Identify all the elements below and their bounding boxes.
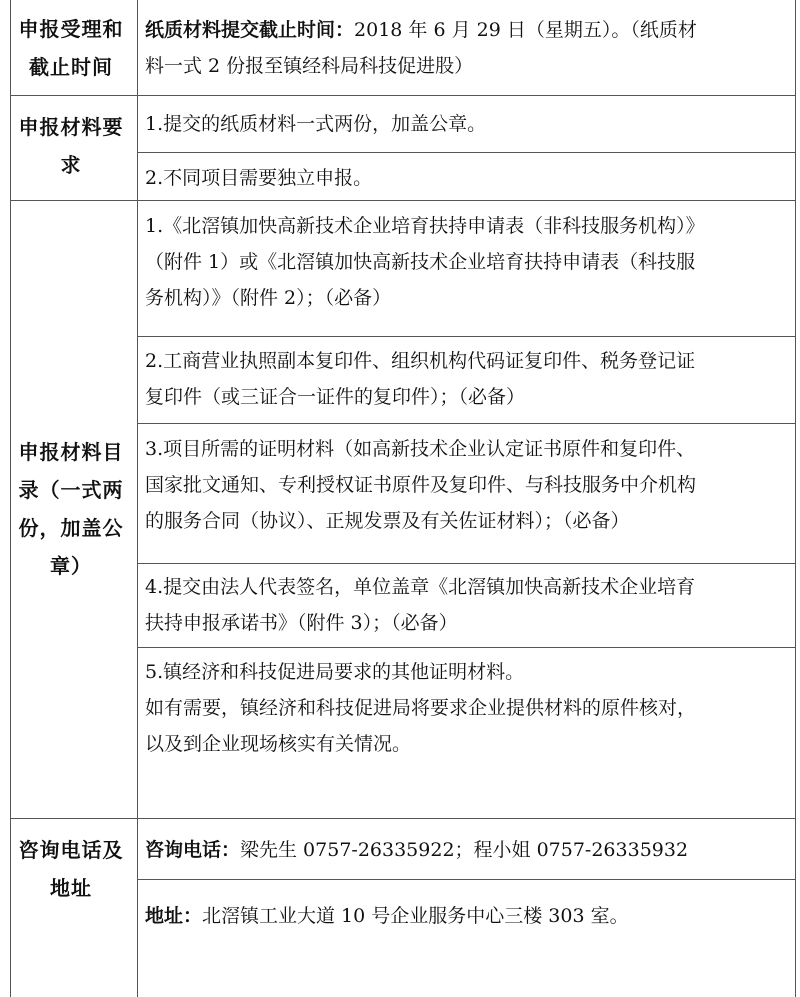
- label-line: 录（一式两: [18, 478, 124, 502]
- catalog-line: 4.提交由法人代表签名，单位盖章《北滘镇加快高新技术企业培育: [145, 576, 696, 598]
- phone-prefix: 咨询电话：: [145, 839, 241, 861]
- catalog-item-4: [145, 569, 790, 641]
- catalog-line: 如有需要，镇经济和科技促进局将要求企业提供材料的原件核对，: [145, 697, 697, 719]
- cell-divider: [137, 336, 796, 337]
- row-divider: [10, 818, 796, 819]
- deadline-content: [145, 12, 790, 84]
- catalog-item-5: [145, 654, 790, 762]
- label-line: 申报材料要: [18, 115, 124, 139]
- cell-divider: [137, 647, 796, 648]
- address-text: 北滘镇工业大道 10 号企业服务中心三楼 303 室。: [202, 905, 629, 927]
- row-label-requirements: [10, 108, 132, 184]
- address-prefix: 地址：: [145, 905, 203, 927]
- catalog-line: 5.镇经济和科技促进局要求的其他证明材料。: [145, 661, 525, 683]
- contact-phone: [145, 832, 790, 868]
- catalog-line: 务机构）》（附件 2）；（必备）: [145, 287, 392, 309]
- catalog-line: 复印件（或三证合一证件的复印件）；（必备）: [145, 386, 526, 408]
- catalog-item-3: [145, 431, 790, 539]
- row-label-catalog: [10, 433, 132, 585]
- catalog-line: 扶持申报承诺书》（附件 3）；（必备）: [145, 612, 458, 634]
- row-label-deadline: [10, 10, 132, 86]
- phone-numbers: 梁先生 0757-26335922；程小姐 0757-26335932: [240, 839, 689, 861]
- label-line: 申报受理和: [18, 17, 124, 41]
- requirement-text: 1.提交的纸质材料一式两份，加盖公章。: [145, 113, 487, 135]
- requirement-text: 2.不同项目需要独立申报。: [145, 167, 373, 189]
- deadline-date: 2018 年 6 月 29 日（星期五）。（纸质材: [354, 19, 697, 41]
- catalog-line: 2.工商营业执照副本复印件、组织机构代码证复印件、税务登记证: [145, 350, 696, 372]
- catalog-line: 国家批文通知、专利授权证书原件及复印件、与科技服务中介机构: [145, 474, 697, 496]
- row-divider: [10, 200, 796, 201]
- requirement-item-1: [145, 106, 790, 142]
- row-divider: [10, 95, 796, 96]
- label-line: 求: [60, 153, 82, 177]
- table-column-divider: [137, 0, 138, 997]
- contact-address: [145, 898, 790, 934]
- table-border-right: [795, 0, 796, 997]
- catalog-item-1: [145, 208, 790, 316]
- catalog-line: 1.《北滘镇加快高新技术企业培育扶持申请表（非科技服务机构）》: [145, 215, 705, 237]
- catalog-line: （附件 1）或《北滘镇加快高新技术企业培育扶持申请表（科技服: [145, 251, 696, 273]
- label-line: 咨询电话及: [18, 838, 124, 862]
- cell-divider: [137, 879, 796, 880]
- cell-divider: [137, 563, 796, 564]
- label-line: 地址: [50, 876, 92, 900]
- cell-divider: [137, 423, 796, 424]
- requirement-item-2: [145, 160, 790, 196]
- label-line: 章）: [50, 554, 92, 578]
- label-line: 份，加盖公: [18, 516, 124, 540]
- row-label-contact: [10, 831, 132, 907]
- catalog-line: 以及到企业现场核实有关情况。: [145, 733, 412, 755]
- label-line: 申报材料目: [18, 440, 124, 464]
- deadline-note: 料一式 2 份报至镇经科局科技促进股）: [145, 55, 474, 77]
- label-line: 截止时间: [29, 55, 113, 79]
- catalog-line: 的服务合同（协议）、正规发票及有关佐证材料）；（必备）: [145, 510, 630, 532]
- deadline-prefix: 纸质材料提交截止时间：: [145, 19, 355, 41]
- catalog-item-2: [145, 343, 790, 415]
- catalog-line: 3.项目所需的证明材料（如高新技术企业认定证书原件和复印件、: [145, 438, 696, 460]
- cell-divider: [137, 152, 796, 153]
